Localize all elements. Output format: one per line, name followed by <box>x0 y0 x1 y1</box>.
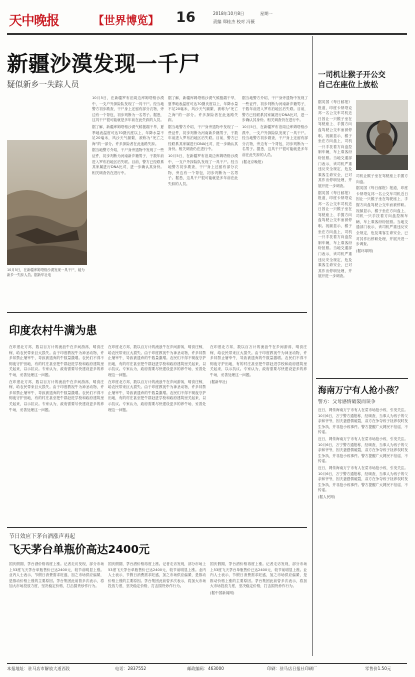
page-number: 16 <box>176 10 196 26</box>
footer-price: 零售价1.50元 <box>365 666 392 671</box>
section-title: 【世界博览】 <box>93 14 159 27</box>
hainan-body: 近日，网传海南万宁市有人在菜市场抢小孩，引发关注。10月6日，万宁警方通报称，经调查，当事人为孩子的父亲和爷爷，因夫妻感情破裂，双方在争夺孩子抚养权时发生争执，并非抢小孩事件。警方提醒广大网民不信谣、不传谣。 近日，网传海南万宁市有人在菜市场抢小孩，引发关注。10月6日，万宁警方通报称，经调查，当事人为孩子的父亲和爷爷，因夫妻感情破裂，双方在争夺孩子抚养权时发生争执，并非抢小孩事件。警方提醒广大网民不信谣、不传谣。 近日，网传海南万宁市有人在菜市场抢小孩，引发关注。10月6日，万宁警方通报称，经调查，当事人为孩子的父亲和爷爷，因夫妻感情破裂，双方在争夺孩子抚养权时发生争执，并非抢小孩事件。警方提醒广大网民不信谣、不传谣。 (据人民网) <box>318 408 408 499</box>
moutai-tag: 节日效应下茅台酒涨声再起 <box>9 534 76 540</box>
header-rule <box>7 33 407 35</box>
hainan-subheadline: 警方：父母感情破裂而误争 <box>318 400 376 405</box>
editor-line: 责编 郑桂杰 校对 冯薇 <box>213 19 255 24</box>
issue-date: 2018年10月8日 <box>213 11 245 16</box>
section-rule-moutai <box>7 527 307 528</box>
section-rule-cows <box>7 312 307 313</box>
moutai-body-col-2: 国庆假期，茅台酒价格再度上涨。记者走访发现，部分市场上53度飞天茅台单瓶售价已达2400元，较节前明显上涨。业内人士表示，节假日消费需求旺盛，加之市场供应偏紧，是推动价格上涨的主要原因。茅台集团此前曾多次表示，将加大市场投放力度，坚决稳定价格，打击囤货炒作行为。 <box>108 562 206 589</box>
hainan-headline: 海南万宁有人抢小孩？ <box>318 386 404 396</box>
monkey-body-col-1: 据英国《每日邮报》报道，印度卡纳塔克邦一名公交车司机近日因让一只猴子坐在驾驶座上、手握方向盘驾驶公交车而被停职。视频显示，猴子坐在方向盘上，司机一只手扶着方向盘控制车辆，车上乘客纷纷拍照。当地交通部门表示，该司机严重违反安全规定，危及乘客生命安全，已对其作出停职处理，并展开进一步调查。 据英国《每日邮报》报道，印度卡纳塔克邦一名公交车司机近日因让一只猴子坐在驾驶座上、手握方向盘驾驶公交车而被停职。视频显示，猴子坐在方向盘上，司机一只手扶着方向盘控制车辆，车上乘客纷纷拍照。当地交通部门表示，该司机严重违反安全规定，危及乘客生命安全，已对其作出停职处理，并展开进一步调查。 <box>318 100 352 279</box>
moutai-headline: 飞天茅台单瓶价高达2400元 <box>9 543 150 556</box>
footer-postcode: 邮政编码：463000 <box>187 666 224 671</box>
desert-photo <box>7 140 87 265</box>
moutai-body-col-1: 国庆假期，茅台酒价格再度上涨。记者走访发现，部分市场上53度飞天茅台单瓶售价已达2400元，较节前明显上涨。业内人士表示，节假日消费需求旺盛，加之市场供应偏紧，是推动价格上涨的主要原因。茅台集团此前曾多次表示，将加大市场投放力度，坚决稳定价格，打击囤货炒作行为。 <box>9 562 104 589</box>
cows-body-col-2: 在印度北方邦，数以百万计的流浪牛在乡间游荡，啃食庄稼，给农民带来巨大损失。由于印度教视牛为神圣动物，许多邦禁止屠宰牛，导致被遗弃的牛数量激增。农民们不得不彻夜守护田地，有的村庄甚至把牛群赶进学校和政府建筑里关起来，以示抗议。专家认为，政府需要尽快建设更多的养牛场，妥善处理这一问题。 在印度北方邦，数以百万计的流浪牛在乡间游荡，啃食庄稼，给农民带来巨大损失。由于印度教视牛为神圣动物，许多邦禁止屠宰牛，导致被遗弃的牛数量激增。农民们不得不彻夜守护田地，有的村庄甚至把牛群赶进学校和政府建筑里关起来，以示抗议。专家认为，政府需要尽快建设更多的养牛场，妥善处理这一问题。 <box>108 345 206 412</box>
footer-address: 本报地址：驻马店市解放大道西段 <box>7 666 70 671</box>
newspaper-logo: 天中晚报 <box>9 14 60 29</box>
page-footer <box>7 663 407 674</box>
monkey-body-col-2: 司机让猴子坐在驾驶座上手握方向盘。 据英国《每日邮报》报道，印度卡纳塔克邦一名公交车司机近日因让一只猴子坐在驾驶座上、手握方向盘驾驶公交车而被停职。视频显示，猴子坐在方向盘上，司机一只手扶着方向盘控制车辆，车上乘客纷纷拍照。当地交通部门表示，该司机严重违反安全规定，危及乘客生命安全，已对其作出停职处理，并展开进一步调查。 (据环球网) <box>356 174 408 253</box>
section-rule-hainan <box>316 378 408 379</box>
lead-photo-caption: 10月5日，在新疆库姆塔格沙漠发现一具干尸，疑为新乡一失踪人员。据新华社电 <box>7 268 85 277</box>
lead-subheadline: 疑似新乡一失踪人员 <box>7 80 79 89</box>
lead-body-col-1: 10月5日，在新疆罗布泊周边库姆塔格沙漠中，一支户外探险队发现了一具干尸。经当地警方初步勘查，干尸身上还留有部分衣物，旁边有一个背包，初步判断为一名男子。据悉，这具干尸很可能就是多年前在此失踪的人员。 据了解，新疆库姆塔格沙漠气候极端干旱，夏季地表温度可达70摄氏度以上，年降水量不足20毫米，风沙天气频繁，被称为“死亡之海”的一部分。许多探险者在此迷路失踪。 据当地警方介绍，干尸身旁遗物中发现了一些证件，初步判断为河南新乡籍男子，于数年前进入罗布泊地区后失联。目前，警方已经联系其家属进行DNA比对，进一步确认其身份。相关调查仍在进行中。 <box>92 96 164 175</box>
lead-headline: 新疆沙漠发现一千尸 <box>7 52 201 76</box>
cows-body-col-1: 在印度北方邦，数以百万计的流浪牛在乡间游荡，啃食庄稼，给农民带来巨大损失。由于印度教视牛为神圣动物，许多邦禁止屠宰牛，导致被遗弃的牛数量激增。农民们不得不彻夜守护田地，有的村庄甚至把牛群赶进学校和政府建筑里关起来，以示抗议。专家认为，政府需要尽快建设更多的养牛场，妥善处理这一问题。 在印度北方邦，数以百万计的流浪牛在乡间游荡，啃食庄稼，给农民带来巨大损失。由于印度教视牛为神圣动物，许多邦禁止屠宰牛，导致被遗弃的牛数量激增。农民们不得不彻夜守护田地，有的村庄甚至把牛群赶进学校和政府建筑里关起来，以示抗议。专家认为，政府需要尽快建设更多的养牛场，妥善处理这一问题。 <box>9 345 104 412</box>
footer-printer: 印刷：驻马店日报社印刷厂 <box>267 666 318 671</box>
column-divider <box>312 36 313 656</box>
cows-headline: 印度农村牛满为患 <box>9 324 97 337</box>
monkey-photo <box>356 100 408 170</box>
monkey-headline: 一司机让猴子开公交 自己在座位上放松 <box>318 70 386 89</box>
footer-phone: 电话：2837552 <box>115 666 147 671</box>
moutai-body-col-3: 国庆假期，茅台酒价格再度上涨。记者走访发现，部分市场上53度飞天茅台单瓶售价已达2400元，较节前明显上涨。业内人士表示，节假日消费需求旺盛，加之市场供应偏紧，是推动价格上涨的主要原因。茅台集团此前曾多次表示，将加大市场投放力度，坚决稳定价格，打击囤货炒作行为。 (据中国新闻网) <box>210 562 307 595</box>
lead-body-col-3: 据当地警方介绍，干尸身旁遗物中发现了一些证件，初步判断为河南新乡籍男子，于数年前进入罗布泊地区后失联。目前，警方已经联系其家属进行DNA比对，进一步确认其身份。相关调查仍在进行中。 10月5日，在新疆罗布泊周边库姆塔格沙漠中，一支户外探险队发现了一具干尸。经当地警方初步勘查，干尸身上还留有部分衣物，旁边有一个背包，初步判断为一名男子。据悉，这具干尸很可能就是多年前在此失踪的人员。 (据北京晚报) <box>242 96 308 164</box>
cows-body-col-3: 在印度北方邦，数以百万计的流浪牛在乡间游荡，啃食庄稼，给农民带来巨大损失。由于印度教视牛为神圣动物，许多邦禁止屠宰牛，导致被遗弃的牛数量激增。农民们不得不彻夜守护田地，有的村庄甚至把牛群赶进学校和政府建筑里关起来，以示抗议。专家认为，政府需要尽快建设更多的养牛场，妥善处理这一问题。 (据新华社) <box>210 345 307 384</box>
issue-weekday: 星期一 <box>260 11 273 16</box>
lead-body-col-2: 据了解，新疆库姆塔格沙漠气候极端干旱，夏季地表温度可达70摄氏度以上，年降水量不足20毫米，风沙天气频繁，被称为“死亡之海”的一部分。许多探险者在此迷路失踪。 据当地警方介绍，干尸身旁遗物中发现了一些证件，初步判断为河南新乡籍男子，于数年前进入罗布泊地区后失联。目前，警方已经联系其家属进行DNA比对，进一步确认其身份。相关调查仍在进行中。 10月5日，在新疆罗布泊周边库姆塔格沙漠中，一支户外探险队发现了一具干尸。经当地警方初步勘查，干尸身上还留有部分衣物，旁边有一个背包，初步判断为一名男子。据悉，这具干尸很可能就是多年前在此失踪的人员。 <box>168 96 238 186</box>
